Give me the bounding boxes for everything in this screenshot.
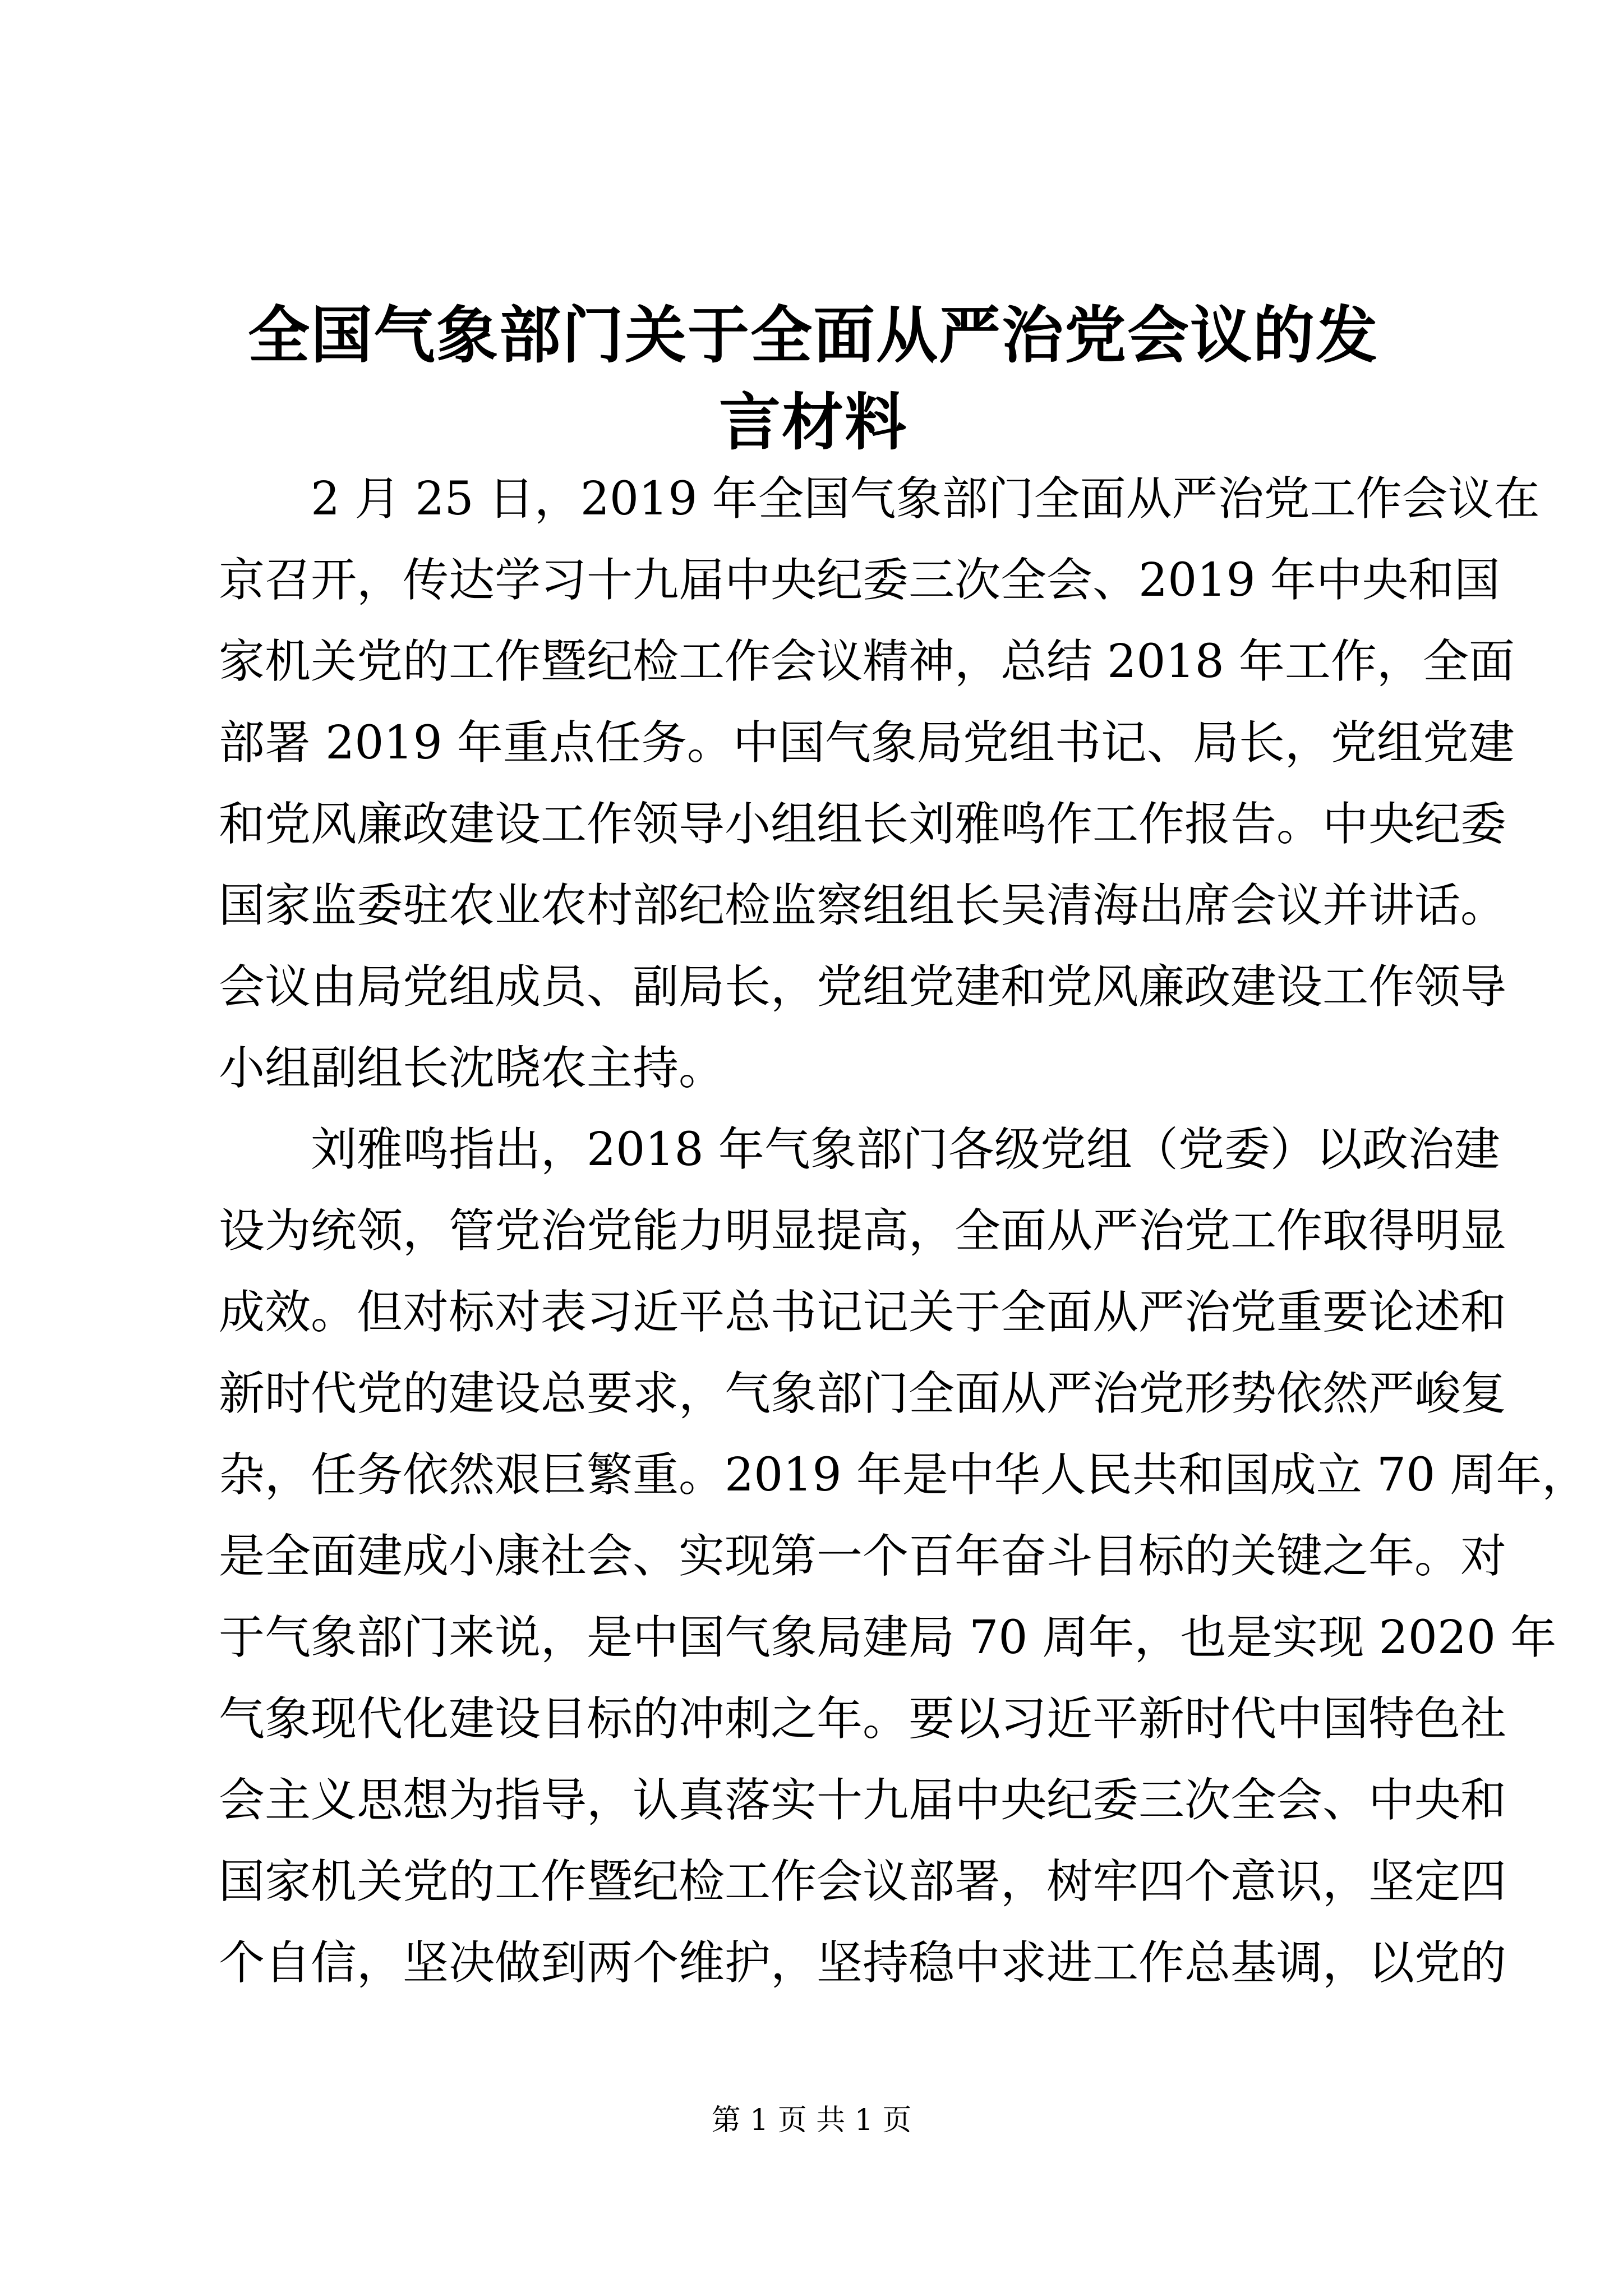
document-title: 全国气象部门关于全面从严治党会议的发言材料 — [248, 299, 1378, 458]
text-line: 会议由局党组成员、副局长，党组党建和党风廉政建设工作领导 — [219, 960, 1507, 1014]
text-line: 部署 2019 年重点任务。中国气象局党组书记、局长，党组党建 — [219, 716, 1515, 770]
page-footer: 第 1 页 共 1 页 — [711, 2104, 912, 2137]
text-line: 家机关党的工作暨纪检工作会议精神，总结 2018 年工作，全面 — [219, 635, 1515, 688]
text-line: 是全面建成小康社会、实现第一个百年奋斗目标的关键之年。对 — [219, 1530, 1507, 1583]
text-line: 个自信，坚决做到两个维护，坚持稳中求进工作总基调，以党的 — [219, 1936, 1507, 1990]
text-line: 气象现代化建设目标的冲刺之年。要以习近平新时代中国特色社 — [219, 1692, 1507, 1746]
text-line: 成效。但对标对表习近平总书记记关于全面从严治党重要论述和 — [219, 1286, 1507, 1339]
text-line: 2 月 25 日，2019 年全国气象部门全面从严治党工作会议在 — [311, 472, 1540, 526]
text-line: 于气象部门来说，是中国气象局建局 70 周年，也是实现 2020 年 — [219, 1611, 1557, 1664]
text-line: 杂，任务依然艰巨繁重。2019 年是中华人民共和国成立 70 周年， — [219, 1448, 1588, 1502]
text-line: 小组副组长沈晓农主持。 — [219, 1042, 725, 1095]
text-line: 京召开，传达学习十九届中央纪委三次全会、2019 年中央和国 — [219, 554, 1500, 607]
text-line: 会主义思想为指导，认真落实十九届中央纪委三次全会、中央和 — [219, 1774, 1507, 1827]
text-line: 和党风廉政建设工作领导小组组长刘雅鸣作工作报告。中央纪委 — [219, 798, 1507, 851]
text-line: 刘雅鸣指出，2018 年气象部门各级党组（党委）以政治建 — [311, 1123, 1500, 1176]
text-line: 国家监委驻农业农村部纪检监察组组长吴清海出席会议并讲话。 — [219, 879, 1507, 932]
text-line: 新时代党的建设总要求，气象部门全面从严治党形势依然严峻复 — [219, 1367, 1507, 1420]
text-line: 设为统领，管党治党能力明显提高，全面从严治党工作取得明显 — [219, 1204, 1507, 1258]
text-line: 国家机关党的工作暨纪检工作会议部署，树牢四个意识，坚定四 — [219, 1855, 1507, 1908]
